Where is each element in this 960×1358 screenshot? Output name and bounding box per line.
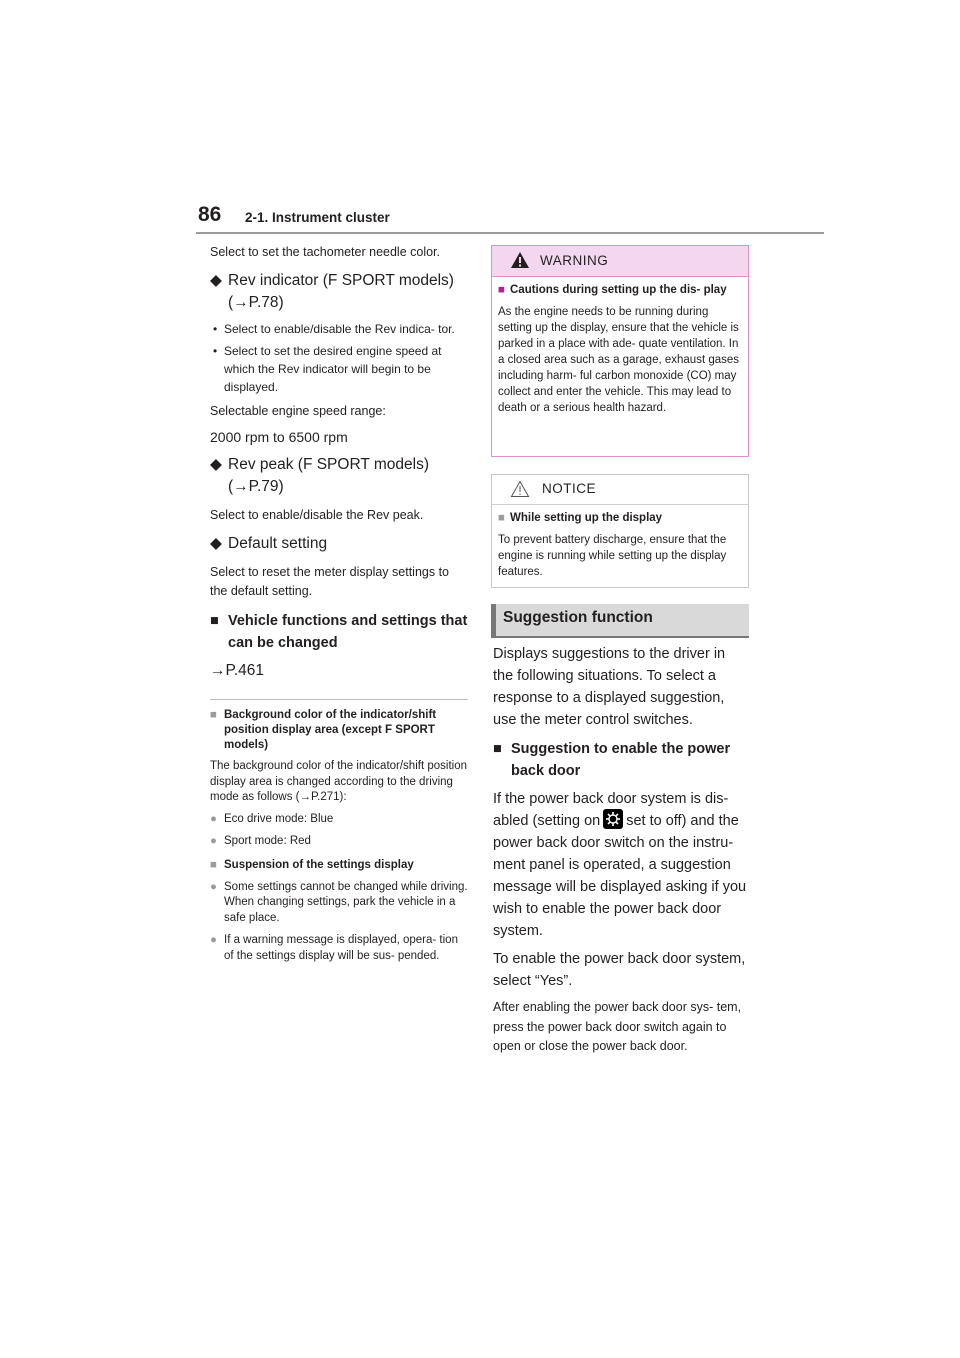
warning-icon bbox=[510, 251, 530, 269]
warning-header bbox=[492, 246, 748, 277]
circle-bullet-icon: ● bbox=[210, 812, 217, 825]
right-column bbox=[493, 643, 749, 1057]
enable-instruction: To enable the power back door system, select “Yes”. bbox=[493, 951, 746, 989]
header-rule bbox=[196, 232, 824, 234]
background-color-text: The background color of the indicator/shift position display area is changed according to the driving mode as follows (→P.271): bbox=[210, 760, 467, 803]
page-number: 86 bbox=[198, 203, 222, 226]
square-bullet-icon: ■ bbox=[498, 284, 505, 296]
diamond-bullet-icon: ◆ bbox=[210, 272, 222, 289]
diamond-bullet-icon: ◆ bbox=[210, 456, 222, 473]
left-column bbox=[210, 243, 468, 964]
section-title: 2-1. Instrument cluster bbox=[245, 210, 390, 225]
default-setting-text: Select to reset the meter display settings to the default setting. bbox=[210, 565, 450, 598]
square-bullet-icon: ■ bbox=[210, 858, 217, 871]
list-item: ● If a warning message is displayed, opera- tion of the settings display will be sus- pended. bbox=[210, 934, 458, 962]
notice-title: NOTICE bbox=[542, 481, 597, 496]
range-value: 2000 rpm to 6500 rpm bbox=[210, 429, 348, 445]
warning-text: As the engine needs to be running during setting up the display, ensure that the vehicle is parked in a place with ade- quate ventilation. In a closed area such as a garage, exhaust gases including harm- ful carbon monoxide (CO) may collect and enter the vehicle. This may lead to death or a serious health hazard. bbox=[498, 306, 740, 414]
warning-title: WARNING bbox=[540, 253, 609, 268]
list-item: • Select to enable/disable the Rev indica- tor. bbox=[213, 322, 455, 336]
square-bullet-icon: ■ bbox=[210, 709, 217, 721]
notice-text: To prevent battery discharge, ensure that the engine is running while setting up the display features. bbox=[498, 534, 727, 578]
notice-header bbox=[492, 475, 748, 505]
range-label: Selectable engine speed range: bbox=[210, 404, 386, 418]
tachometer-text: Select to set the tachometer needle color. bbox=[210, 245, 440, 259]
suggestion-intro: Displays suggestions to the driver in the following situations. To select a response to a displayed suggestion, use the meter control switches. bbox=[493, 646, 726, 728]
list-item: ● Some settings cannot be changed while driving. When changing settings, park the vehicle in a safe place. bbox=[210, 880, 468, 924]
diamond-bullet-icon: ◆ bbox=[210, 535, 222, 552]
circle-bullet-icon: ● bbox=[210, 880, 217, 893]
square-bullet-icon: ■ bbox=[210, 613, 219, 629]
square-bullet-icon: ■ bbox=[498, 512, 505, 524]
circle-bullet-icon: ● bbox=[210, 835, 217, 847]
suggestion-subheading: ■ Suggestion to enable the power back door bbox=[493, 738, 749, 782]
divider bbox=[210, 699, 468, 700]
power-back-door-paragraph: If the power back door system is dis- abled (setting on set to off) and the power back door switch on the instru- ment panel is operated, a suggestion message will be displayed asking if you wish to enable the power back door system. bbox=[493, 791, 747, 939]
settings-gear-icon bbox=[603, 809, 623, 829]
page-ref-link[interactable]: (→P.79) bbox=[228, 478, 284, 495]
rev-peak-text: Select to enable/disable the Rev peak. bbox=[210, 508, 424, 522]
background-color-heading: ■ Background color of the indicator/shift position display area (except F SPORT models) bbox=[210, 709, 437, 751]
rev-indicator-heading: ◆ Rev indicator (F SPORT models) (→P.78) bbox=[210, 272, 454, 311]
vehicle-functions-heading: ■ Vehicle functions and settings that can be changed bbox=[210, 610, 468, 654]
notice-box bbox=[491, 474, 749, 588]
caution-icon bbox=[510, 480, 530, 498]
warning-box bbox=[491, 245, 749, 457]
warning-heading: ■ Cautions during setting up the dis- play bbox=[498, 284, 727, 296]
rev-peak-heading: ◆ Rev peak (F SPORT models) (→P.79) bbox=[210, 456, 429, 495]
after-enabling-note: After enabling the power back door sys- tem, press the power back door switch again to open or close the power back door. bbox=[493, 1000, 742, 1053]
list-item: ● Eco drive mode: Blue bbox=[210, 812, 468, 828]
suggestion-function-header bbox=[491, 604, 749, 636]
suspension-heading: ■ Suspension of the settings display bbox=[210, 858, 414, 871]
list-item: ● Sport mode: Red bbox=[210, 834, 468, 850]
circle-bullet-icon: ● bbox=[210, 934, 217, 946]
list-item: • Select to set the desired engine speed at which the Rev indicator will begin to be displayed. bbox=[213, 344, 442, 394]
page-ref-link[interactable]: →P.461 bbox=[210, 662, 265, 679]
default-setting-heading: ◆ Default setting bbox=[210, 533, 468, 555]
page-ref-link[interactable]: (→P.78) bbox=[228, 294, 284, 311]
square-bullet-icon: ■ bbox=[493, 741, 502, 757]
notice-heading: ■ While setting up the display bbox=[498, 512, 663, 524]
section-heading: Suggestion function bbox=[503, 609, 653, 626]
